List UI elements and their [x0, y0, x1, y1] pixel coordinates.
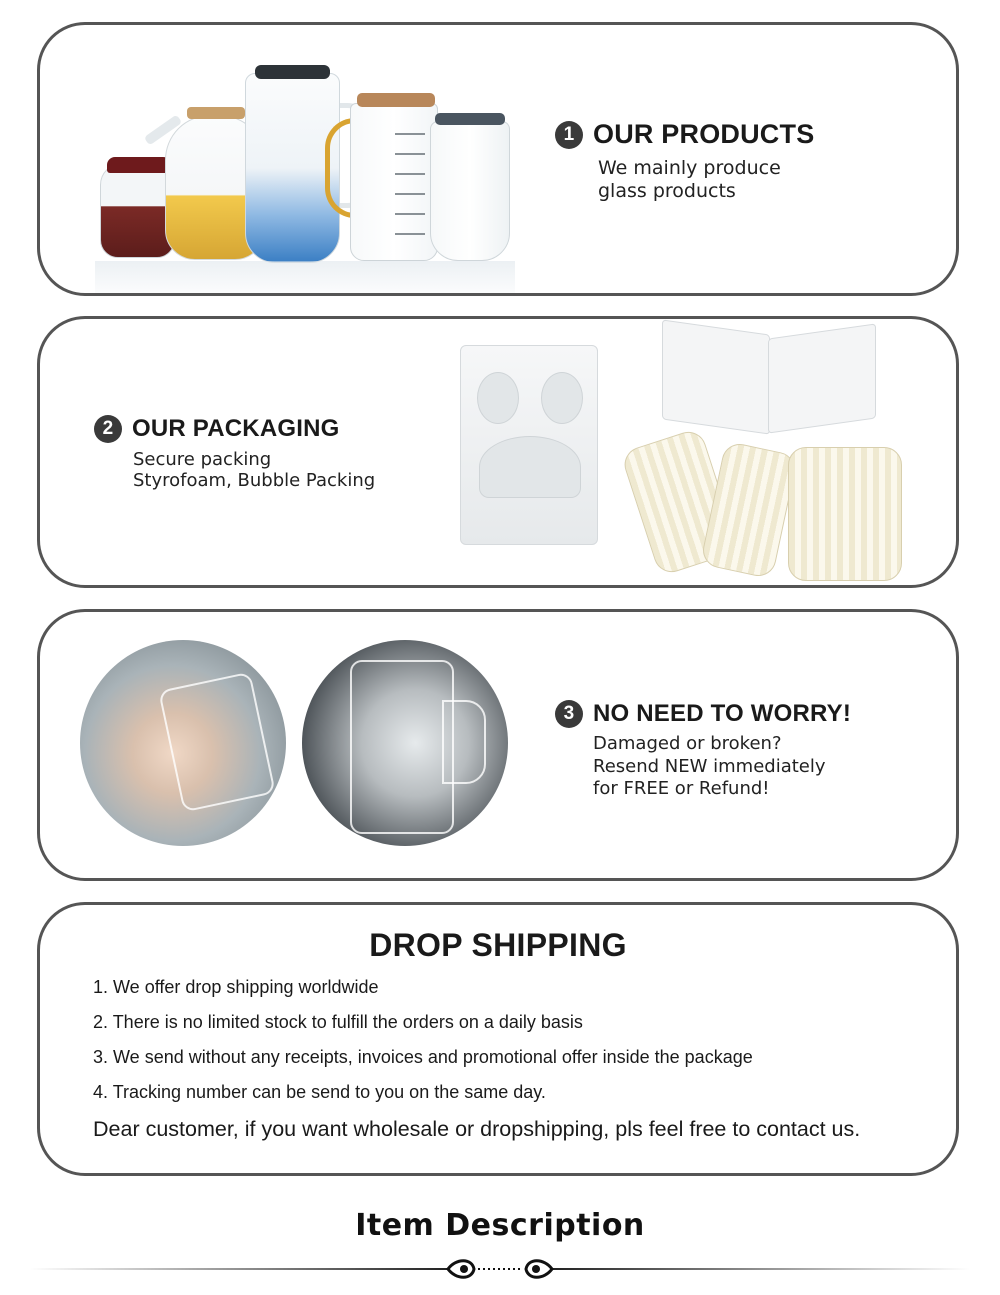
worry-line: Damaged or broken? [593, 733, 782, 754]
number-badge-icon: 1 [555, 121, 583, 149]
styrofoam-insert-image [768, 323, 876, 433]
contact-note: Dear customer, if you want wholesale or dropshipping, pls feel free to contact us. [93, 1117, 861, 1141]
products-panel [37, 22, 959, 296]
dropshipping-title: DROP SHIPPING [369, 927, 627, 963]
item-description-title: Item Description [355, 1208, 645, 1243]
divider [552, 1268, 970, 1270]
list-item: 4. Tracking number can be send to you on the same day. [93, 1082, 546, 1102]
list-item: 3. We send without any receipts, invoices and promotional offer inside the package [93, 1047, 753, 1067]
dropshipping-panel [37, 902, 959, 1176]
bubble-wrap-image [700, 441, 799, 580]
list-item: 1. We offer drop shipping worldwide [93, 977, 379, 997]
packaging-line: Styrofoam, Bubble Packing [133, 470, 376, 491]
measuring-cup-photo [302, 640, 508, 846]
products-line: We mainly produce [598, 157, 781, 179]
ornament-icon [444, 1256, 556, 1282]
packaging-heading [94, 415, 340, 443]
worry-line: Resend NEW immediately [593, 755, 826, 777]
bubble-wrap-image [788, 447, 902, 581]
products-heading [555, 119, 814, 150]
glassware-product-image [95, 43, 515, 296]
products-description [598, 157, 781, 203]
broken-glass-photo [80, 640, 286, 846]
divider [30, 1268, 448, 1270]
worry-description [593, 733, 826, 801]
dropshipping-list [93, 975, 753, 1115]
packaging-description [133, 449, 375, 491]
styrofoam-insert-image [662, 319, 770, 434]
packaging-line: Secure packing [133, 449, 272, 470]
worry-heading [555, 700, 851, 728]
products-line: glass products [598, 180, 736, 202]
worry-line: for FREE or Refund! [593, 778, 770, 799]
worry-panel [37, 609, 959, 881]
worry-title: NO NEED TO WORRY! [593, 700, 852, 727]
number-badge-icon: 2 [94, 415, 122, 443]
packaging-title: OUR PACKAGING [132, 415, 340, 442]
styrofoam-box-image [460, 345, 598, 545]
number-badge-icon: 3 [555, 700, 583, 728]
products-title: OUR PRODUCTS [593, 119, 815, 149]
packaging-panel [37, 316, 959, 588]
list-item: 2. There is no limited stock to fulfill the orders on a daily basis [93, 1012, 583, 1032]
